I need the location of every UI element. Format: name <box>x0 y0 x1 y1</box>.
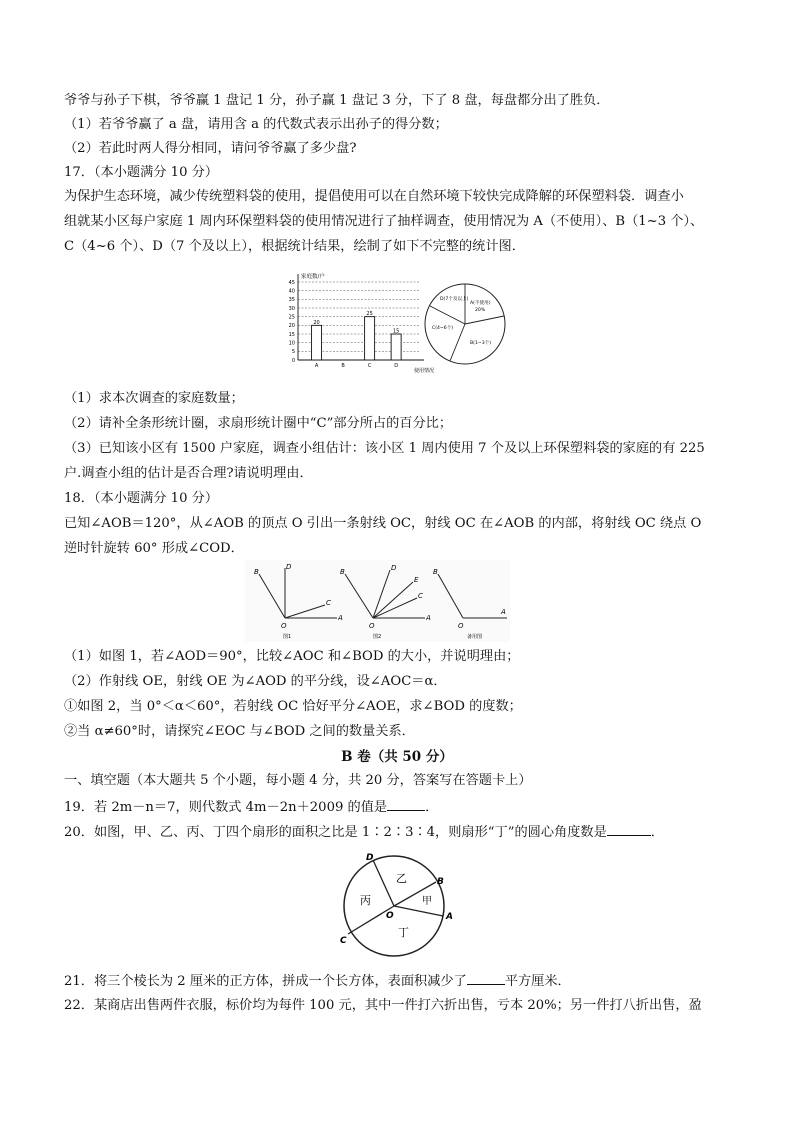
q17-part3-line1: （3）已知该小区有 1500 户家庭，调查小组估计：该小区 1 周内使用 7 个及以上环保塑料袋的家庭的有 225 <box>64 441 705 456</box>
q17-pie-chart <box>425 284 505 364</box>
bar-value-label: 20 <box>313 319 320 326</box>
y-tick-label: 10 <box>288 340 295 347</box>
y-tick-label: 5 <box>291 349 295 356</box>
q16-stem: 爷爷与孙子下棋，爷爷赢 1 盘记 1 分，孙子赢 1 盘记 3 分，下了 8 盘，每盘都分出了胜负． <box>64 93 610 108</box>
q18-part2-sub2: ②当 α≠60°时，请探究∠EOC 与∠BOD 之间的数量关系． <box>64 724 415 739</box>
bar-value-label: 25 <box>366 311 373 318</box>
fig1-label-b: B <box>254 568 259 576</box>
fig1-caption: 图1 <box>283 634 292 640</box>
q20-sector-jia: 甲 <box>422 896 432 907</box>
x-tick-label: A <box>314 363 319 369</box>
q17-stem-line3: C（4~6 个）、D（7 个及以上），根据统计结果，绘制了如下不完整的统计图． <box>64 239 525 254</box>
q20-figure <box>328 846 460 966</box>
fig2-label-b: B <box>340 568 345 576</box>
q20-answer-blank[interactable] <box>607 823 651 836</box>
q18-stem-line2: 逆时针旋转 60° 形成∠COD． <box>64 541 244 556</box>
q18-stem-line1: 已知∠AOB＝120°，从∠AOB 的顶点 O 引出一条射线 OC，射线 OC 在∠AOB 的内部，将射线 OC 绕点 O <box>64 516 702 531</box>
fig2-label-e: E <box>414 576 419 584</box>
x-tick-label: C <box>367 363 372 369</box>
q18-header: 18．（本小题满分 10 分） <box>64 491 219 506</box>
bar <box>391 334 401 360</box>
pie-label-b: B(1~3个) <box>470 341 492 346</box>
fig3-label-o: O <box>458 622 464 630</box>
q17-stem-line2: 组就某小区每户家庭 1 周内环保塑料袋的使用情况进行了抽样调查，使用情况为 A（不使用）、B（1~3 个）、 <box>64 214 704 229</box>
fig1-label-d: D <box>286 563 292 571</box>
fig3-label-a: A <box>501 608 506 616</box>
q20-sector-yi: 乙 <box>396 872 407 885</box>
bar <box>365 317 375 360</box>
y-tick-label: 45 <box>288 279 295 286</box>
x-tick-label: D <box>394 363 399 369</box>
q17-bar-chart <box>289 272 434 374</box>
q20-label-o: O <box>386 911 394 921</box>
fig3-label-b: B <box>433 568 438 576</box>
q17-figure <box>280 268 510 380</box>
q21 <box>64 972 734 991</box>
q19-text: 19．若 2m－n＝7，则代数式 4m－2n＋2009 的值是 <box>64 800 388 815</box>
q17-header: 17．（本小题满分 10 分） <box>64 165 219 180</box>
q18-part2: （2）作射线 OE，射线 OE 为∠AOD 的平分线，设∠AOC＝α． <box>64 674 447 689</box>
y-tick-label: 30 <box>288 305 295 312</box>
q20-text: 20．如图，甲、乙、丙、丁四个扇形的面积之比是 1∶2∶3∶4，则扇形“丁”的圆心角度数是 <box>64 825 607 840</box>
q22: 22．某商店出售两件衣服，标价均为每件 100 元，其中一件打六折出售，亏本 20%；另一件打八折出售，盈 <box>64 998 702 1013</box>
q20-sector-bing: 丙 <box>360 894 371 907</box>
q17-stem-line1: 为保护生态环境，减少传统塑料袋的使用，提倡使用可以在自然环境下较快完成降解的环保塑料袋．调查小 <box>64 189 684 204</box>
y-tick-label: 0 <box>291 357 295 364</box>
y-tick-label: 25 <box>288 314 295 321</box>
y-axis-label: 家庭数/户 <box>301 274 325 280</box>
y-tick-label: 35 <box>288 297 295 304</box>
q18-figures <box>245 560 510 642</box>
q17-part1: （1）求本次调查的家庭数量； <box>64 391 244 406</box>
q20-sector-ding: 丁 <box>398 926 409 939</box>
pie-label-c: C(4~6个) <box>432 326 454 331</box>
fig1-label-c: C <box>326 599 331 607</box>
q20 <box>64 823 734 842</box>
x-tick-label: B <box>341 363 345 369</box>
bar <box>312 325 322 360</box>
q17-part2: （2）请补全条形统计圈，求扇形统计圈中“C”部分所占的百分比； <box>64 416 453 431</box>
fig2-label-c: C <box>418 592 423 600</box>
fig2-label-o: O <box>369 622 375 630</box>
q20-end: ． <box>650 825 664 840</box>
q16-part1: （1）若爷爷赢了 a 盘，请用含 a 的代数式表示出孙子的得分数； <box>64 117 448 132</box>
y-tick-label: 40 <box>288 288 295 295</box>
pie-label-d: D(7个及以上) <box>440 297 469 302</box>
x-axis-label: 使用情况 <box>414 368 435 374</box>
q21-answer-blank[interactable] <box>467 972 505 985</box>
q18-part2-sub1: ①如图 2，当 0°＜α＜60°，若射线 OC 恰好平分∠AOE，求∠BOD 的度数； <box>64 699 522 714</box>
fig1-label-o: O <box>281 622 287 630</box>
q20-label-b: B <box>437 877 444 887</box>
q20-label-a: A <box>446 912 453 922</box>
q18-part1: （1）如图 1，若∠AOD＝90°，比较∠AOC 和∠BOD 的大小，并说明理由； <box>64 649 520 664</box>
section-b-title: B 卷（共 50 分） <box>341 749 453 765</box>
q21-end: 平方厘米． <box>504 974 571 989</box>
q21-text: 21．将三个棱长为 2 厘米的正方体，拼成一个长方体，表面积减少了 <box>64 974 467 989</box>
pie-label-pct: 20% <box>475 308 486 313</box>
fig2-label-d: D <box>391 564 397 572</box>
fig1-label-a: A <box>338 614 343 622</box>
q20-label-d: D <box>366 853 374 863</box>
fig2-caption: 图2 <box>373 634 382 640</box>
bar-value-label: 15 <box>392 328 400 335</box>
fig2-label-a: A <box>426 614 431 622</box>
pie-label-a: A(不使用) <box>470 301 491 306</box>
q19-answer-blank[interactable] <box>387 798 425 811</box>
fig3-caption: 备用图 <box>467 634 483 640</box>
section-b-part1-heading: 一、填空题（本大题共 5 个小题，每小题 4 分，共 20 分，答案写在答题卡上） <box>64 773 532 788</box>
y-tick-label: 15 <box>288 331 295 338</box>
q19 <box>64 798 734 817</box>
q19-end: ． <box>425 800 439 815</box>
q16-part2: （2）若此时两人得分相同，请问爷爷赢了多少盘? <box>64 141 357 156</box>
q17-part3-line2: 户.调查小组的估计是否合理?请说明理由． <box>64 466 313 481</box>
y-tick-label: 20 <box>288 323 295 330</box>
q20-label-c: C <box>340 936 347 946</box>
